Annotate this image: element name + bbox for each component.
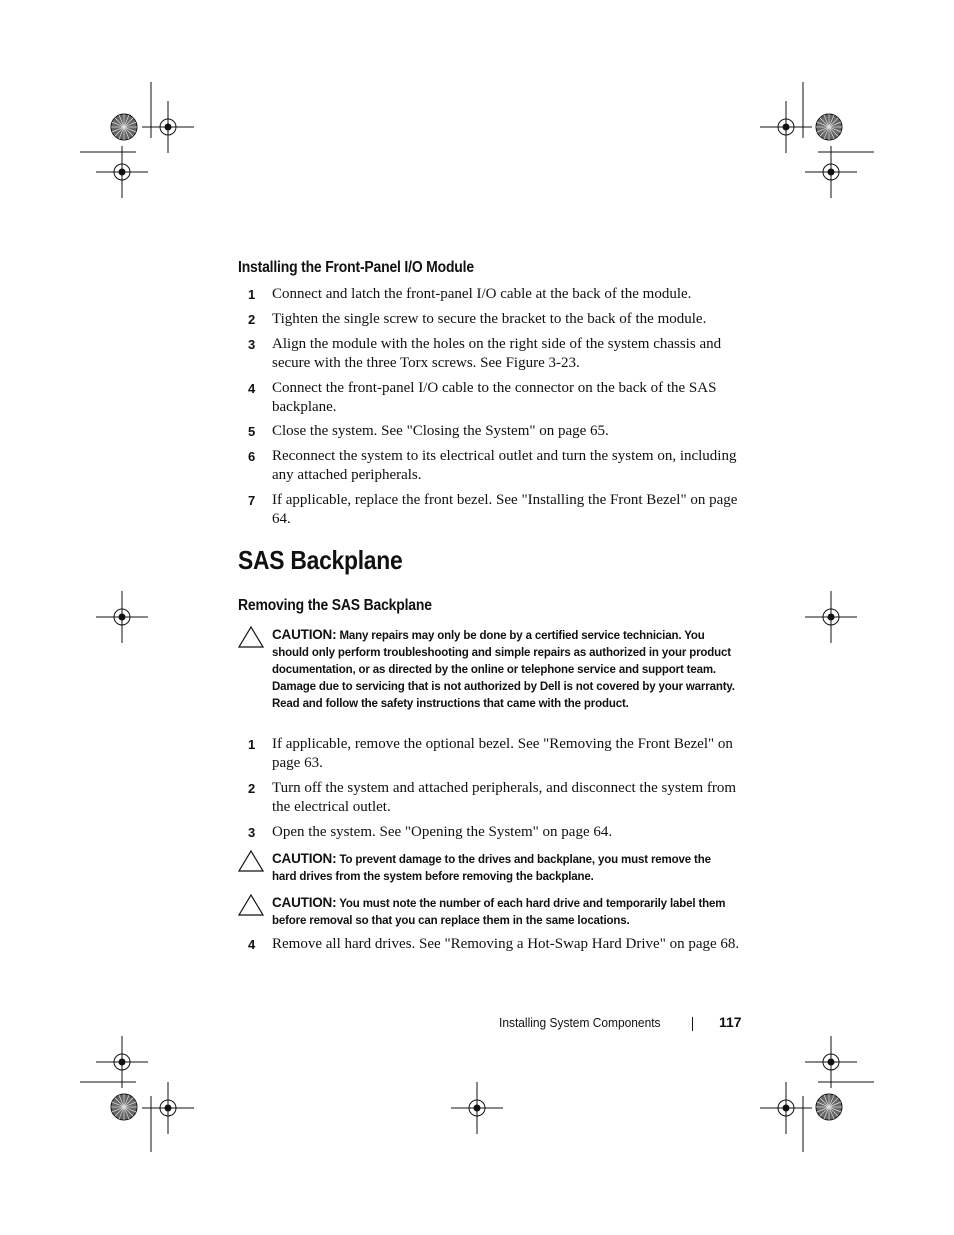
footer-chapter-title: Installing System Components <box>499 1015 661 1030</box>
remove-step-1 <box>248 735 738 773</box>
step-number: 1 <box>248 287 256 302</box>
remove-step-3 <box>248 823 738 842</box>
install-step-6 <box>248 447 738 485</box>
install-step-3 <box>248 335 738 373</box>
caution-triangle-icon <box>238 894 264 916</box>
installing-io-module-heading: Installing the Front-Panel I/O Module <box>238 259 474 276</box>
install-step-4 <box>248 379 738 417</box>
caution-label: CAUTION: <box>272 895 337 910</box>
caution-text <box>272 894 738 930</box>
install-step-2 <box>248 310 738 329</box>
caution-label: CAUTION: <box>272 851 337 866</box>
step-number: 4 <box>248 381 256 396</box>
step-number: 2 <box>248 312 256 327</box>
caution-text <box>272 626 738 713</box>
caution-remove-drives <box>238 850 738 886</box>
page-number: 117 <box>719 1014 742 1030</box>
caution-triangle-icon <box>238 850 264 872</box>
step-number: 5 <box>248 424 256 439</box>
caution-text <box>272 850 738 886</box>
caution-service-technician <box>238 626 738 713</box>
footer-divider <box>692 1017 693 1031</box>
step-number: 2 <box>248 781 256 796</box>
removing-sas-backplane-heading: Removing the SAS Backplane <box>238 597 432 614</box>
step-number: 4 <box>248 937 256 952</box>
caution-label: CAUTION: <box>272 627 337 642</box>
step-text: Open the system. See "Opening the System" on page 64. <box>272 824 613 840</box>
step-number: 6 <box>248 449 256 464</box>
step-text: Reconnect the system to its electrical outlet and turn the system on, including any attached peripherals. <box>272 448 737 483</box>
caution-label-drives <box>238 894 738 930</box>
install-step-1 <box>248 285 738 304</box>
caution-body: Many repairs may only be done by a certified service technician. You should only perform troubleshooting and simple repairs as authorized in your product documentation, or as directed by the online or telephone service and support team. Damage due to servicing that is not authorized by Dell is not covered by your warranty. Read and follow the safety instructions that came with the product. <box>272 630 735 710</box>
step-text: Connect and latch the front-panel I/O cable at the back of the module. <box>272 286 692 302</box>
remove-step-4 <box>248 935 738 954</box>
caution-triangle-icon <box>238 626 264 648</box>
step-number: 1 <box>248 737 256 752</box>
step-text: Tighten the single screw to secure the bracket to the back of the module. <box>272 311 707 327</box>
step-text: Remove all hard drives. See "Removing a Hot-Swap Hard Drive" on page 68. <box>272 936 740 952</box>
install-step-7 <box>248 491 738 529</box>
step-text: If applicable, replace the front bezel. See "Installing the Front Bezel" on page 64. <box>272 492 738 527</box>
step-number: 3 <box>248 337 256 352</box>
remove-step-2 <box>248 779 738 817</box>
caution-body: You must note the number of each hard drive and temporarily label them before removal so that you can replace them in the same locations. <box>272 898 726 927</box>
step-text: Turn off the system and attached peripherals, and disconnect the system from the electrical outlet. <box>272 780 737 815</box>
install-step-5 <box>248 422 738 441</box>
step-number: 7 <box>248 493 256 508</box>
step-number: 3 <box>248 825 256 840</box>
step-text: Close the system. See "Closing the System" on page 65. <box>272 423 609 439</box>
step-text: If applicable, remove the optional bezel. See "Removing the Front Bezel" on page 63. <box>272 736 733 771</box>
caution-body: To prevent damage to the drives and backplane, you must remove the hard drives from the system before removing the backplane. <box>272 854 711 883</box>
step-text: Connect the front-panel I/O cable to the connector on the back of the SAS backplane. <box>272 380 717 415</box>
step-text: Align the module with the holes on the right side of the system chassis and secure with the three Torx screws. See Figure 3-23. <box>272 336 722 371</box>
sas-backplane-title: SAS Backplane <box>238 545 403 575</box>
